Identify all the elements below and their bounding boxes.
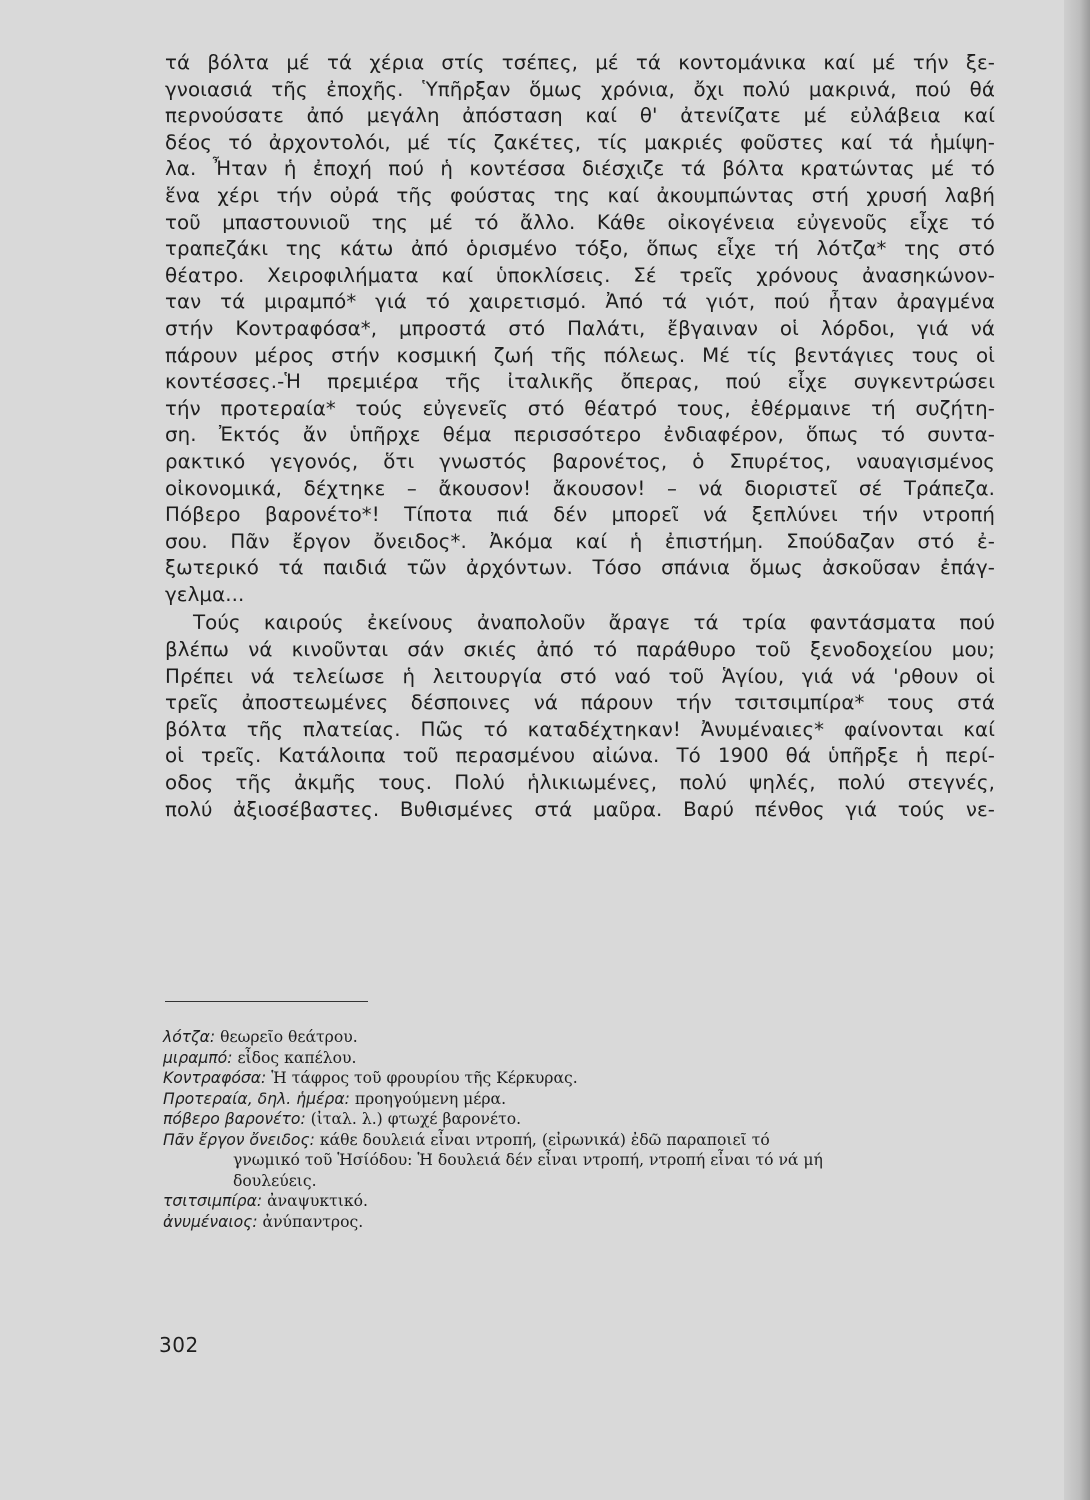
footnote [163, 1212, 993, 1233]
text-line: Πρέπει νά τελείωσε ἡ λειτουργία στό ναό τοῦ Ἁγίου, γιά νά 'ρθουν οἱ [165, 664, 995, 688]
text-line: γνοιασιά τῆς ἐποχῆς. Ὑπῆρξαν ὅμως χρόνια, ὄχι πολύ μακρινά, πού θά [165, 77, 995, 101]
text-line: περνούσατε ἀπό μεγάλη ἀπόσταση καί θ' ἀτενίζατε μέ εὐλάβεια καί [165, 104, 995, 128]
text-line: λα. Ἦταν ἡ ἐποχή πού ἡ κοντέσσα διέσχιζε τά βόλτα κρατώντας μέ τό [165, 157, 995, 181]
text-line: ση. Ἐκτός ἄν ὑπῆρχε θέμα περισσότερο ἐνδιαφέρον, ὅπως τό συντα- [165, 423, 995, 447]
text-line: στήν Κοντραφόσα*, μπροστά στό Παλάτι, ἔβγαιναν οἱ λόρδοι, γιά νά [165, 316, 995, 340]
text-line: τραπεζάκι της κάτω ἀπό ὁρισμένο τόξο, ὅπως εἶχε τή λότζα* της στό [165, 237, 995, 261]
footnote-definition: θεωρεῖο θεάτρου. [220, 1028, 358, 1046]
footnote-separator [165, 1001, 368, 1002]
footnote [163, 1048, 993, 1069]
footnote-definition: Ἡ τάφρος τοῦ φρουρίου τῆς Κέρκυρας. [271, 1069, 578, 1087]
footnote-term: τσιτσιμπίρα: [163, 1192, 263, 1210]
text-line: τά βόλτα μέ τά χέρια στίς τσέπες, μέ τά κοντομάνικα καί μέ τήν ξε- [165, 51, 995, 74]
text-line: βλέπω νά κινοῦνται σάν σκιές ἀπό τό παράθυρο τοῦ ξενοδοχείου μου; [165, 638, 995, 662]
page-number: 302 [159, 1333, 199, 1357]
footnote-continuation: δουλεύεις. [233, 1171, 317, 1190]
text-line: ἕνα χέρι τήν οὐρά τῆς φούστας της καί ἀκουμπώντας στή χρυσή λαβή [165, 183, 995, 207]
footnote [163, 1027, 993, 1048]
text-line: τήν προτεραία* τούς εὐγενεῖς στό θέατρό τους, ἐθέρμαινε τή συζήτη- [165, 396, 995, 420]
footnote-definition: εἶδος καπέλου. [237, 1048, 357, 1067]
footnote-definition: ἀναψυκτικό. [267, 1192, 368, 1210]
footnote-definition: ἀνύπαντρος. [262, 1212, 364, 1231]
text-line: ξωτερικό τά παιδιά τῶν ἀρχόντων. Τόσο σπάνια ὅμως ἀσκοῦσαν ἐπάγ- [165, 556, 995, 580]
footnote-term: ἀνυμέναιος: [163, 1212, 258, 1231]
text-line: σου. Πᾶν ἔργον ὄνειδος*. Ἀκόμα καί ἡ ἐπιστήμη. Σπούδαζαν στό ἐ- [165, 529, 995, 553]
text-line: ταν τά μιραμπό* γιά τό χαιρετισμό. Ἀπό τά γιότ, πού ἦταν ἀραγμένα [165, 290, 995, 314]
text-line: βόλτα τῆς πλατείας. Πῶς τό καταδέχτηκαν! Ἀνυμέναιες* φαίνονται καί [165, 717, 995, 741]
text-line: οδος τῆς ἀκμῆς τους. Πολύ ἡλικιωμένες, πολύ ψηλές, πολύ στεγνές, [165, 771, 995, 795]
text-line: κοντέσσες.-Ἡ πρεμιέρα τῆς ἰταλικῆς ὄπερας, πού εἶχε συγκεντρώσει [165, 370, 995, 394]
text-line: γελμα... [165, 582, 245, 606]
text-line: τρεῖς ἀποστεωμένες δέσποινες νά πάρουν τήν τσιτσιμπίρα* τους στά [165, 691, 995, 715]
footnotes [163, 1027, 993, 1232]
footnote-term: λότζα: [163, 1028, 216, 1046]
text-line: δέος τό ἀρχοντολόι, μέ τίς ζακέτες, τίς μακριές φοῦστες καί τά ἡμίψη- [165, 130, 995, 154]
paragraph-2 [165, 610, 995, 823]
footnote-term: μιραμπό: [163, 1048, 233, 1067]
text-line: ρακτικό γεγονός, ὅτι γνωστός βαρονέτος, ὁ Σπυρέτος, ναυαγισμένος [165, 449, 995, 473]
footnote [163, 1089, 993, 1110]
text-line: οἰκονομικά, δέχτηκε – ἄκουσον! ἄκουσον! – νά διοριστεῖ σέ Τράπεζα. [165, 476, 995, 500]
footnote [163, 1130, 993, 1151]
text-line: Τούς καιρούς ἐκείνους ἀναπολοῦν ἄραγε τά τρία φαντάσματα πού [193, 611, 995, 635]
text-line: θέατρο. Χειροφιλήματα καί ὑποκλίσεις. Σέ τρεῖς χρόνους ἀνασηκώνον- [165, 263, 995, 287]
footnote-term: Κοντραφόσα: [163, 1069, 267, 1087]
footnote-term: Προτεραία, δηλ. ἡμέρα: [163, 1089, 350, 1108]
footnote-definition: προηγούμενη μέρα. [354, 1089, 507, 1108]
text-line: πάρουν μέρος στήν κοσμική ζωή τῆς πόλεως. Μέ τίς βεντάγιες τους οἱ [165, 343, 995, 367]
footnote-term: πόβερο βαρονέτο: [163, 1110, 306, 1128]
paragraph-1 [165, 50, 995, 608]
page-edge-shadow [1064, 0, 1090, 1500]
footnote [163, 1109, 993, 1130]
text-line: τοῦ μπαστουνιοῦ της μέ τό ἄλλο. Κάθε οἰκογένεια εὐγενοῦς εἶχε τό [165, 210, 995, 234]
main-text [165, 50, 995, 823]
footnote [163, 1191, 993, 1212]
text-line: οἱ τρεῖς. Κατάλοιπα τοῦ περασμένου αἰώνα. Τό 1900 θά ὑπῆρξε ἡ περί- [165, 744, 995, 768]
footnote-definition: κάθε δουλειά εἶναι ντροπή, (εἰρωνικά) ἐδῶ παραποιεῖ τό [319, 1130, 770, 1149]
footnote [163, 1068, 993, 1089]
text-line: πολύ ἀξιοσέβαστες. Βυθισμένες στά μαῦρα. Βαρύ πένθος γιά τούς νε- [165, 797, 995, 821]
footnote-continuation: γνωμικό τοῦ Ἡσίόδου: Ἡ δουλειά δέν εἶναι ντροπή, ντροπή εἶναι τό νά μή [233, 1151, 823, 1169]
text-line: Πόβερο βαρονέτο*! Τίποτα πιά δέν μπορεῖ νά ξεπλύνει τήν ντροπή [165, 503, 995, 527]
footnote-term: Πᾶν ἔργον ὄνειδος: [163, 1130, 315, 1149]
footnote-definition: (ἰταλ. λ.) φτωχέ βαρονέτο. [310, 1110, 522, 1128]
